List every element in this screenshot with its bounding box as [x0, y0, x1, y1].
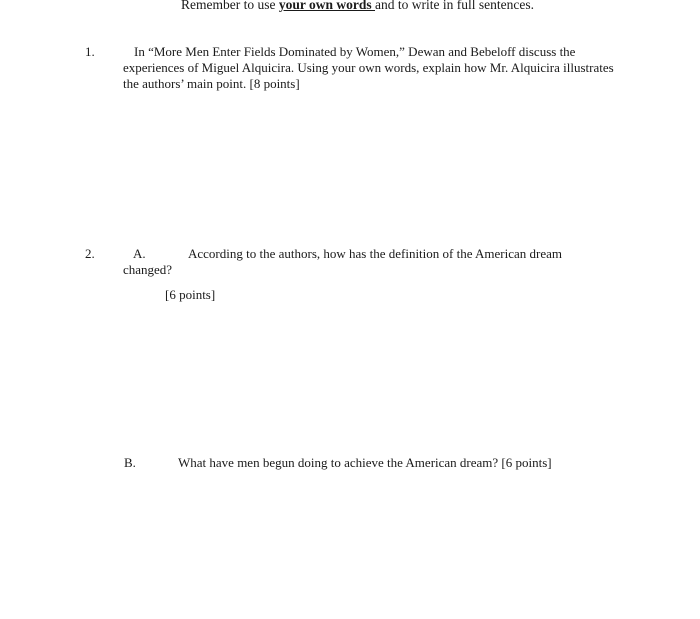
instruction-line: [181, 0, 534, 13]
instruction-suffix: and to write in full sentences.: [375, 0, 534, 12]
question-2-number: 2.: [85, 246, 95, 261]
question-2b-letter: B.: [124, 455, 136, 470]
question-2a-points: [6 points]: [165, 287, 216, 302]
instruction-prefix: Remember to use: [181, 0, 279, 12]
question-1-number: 1.: [85, 44, 95, 59]
question-2b-text: What have men begun doing to achieve the American dream? [6 points]: [178, 455, 552, 470]
question-1-text: In “More Men Enter Fields Dominated by Women,” Dewan and Bebeloff discuss the experiences of Miguel Alquicira. Using your own words, explain how Mr. Alquicira illustrates the authors’ main point. [8 points]: [123, 44, 614, 91]
question-2a-text-line2: changed?: [123, 262, 173, 277]
question-2a-letter: A.: [133, 246, 146, 261]
question-2a-text-line1: According to the authors, how has the definition of the American dream: [188, 246, 563, 261]
instruction-emphasis: your own words: [278, 0, 376, 12]
